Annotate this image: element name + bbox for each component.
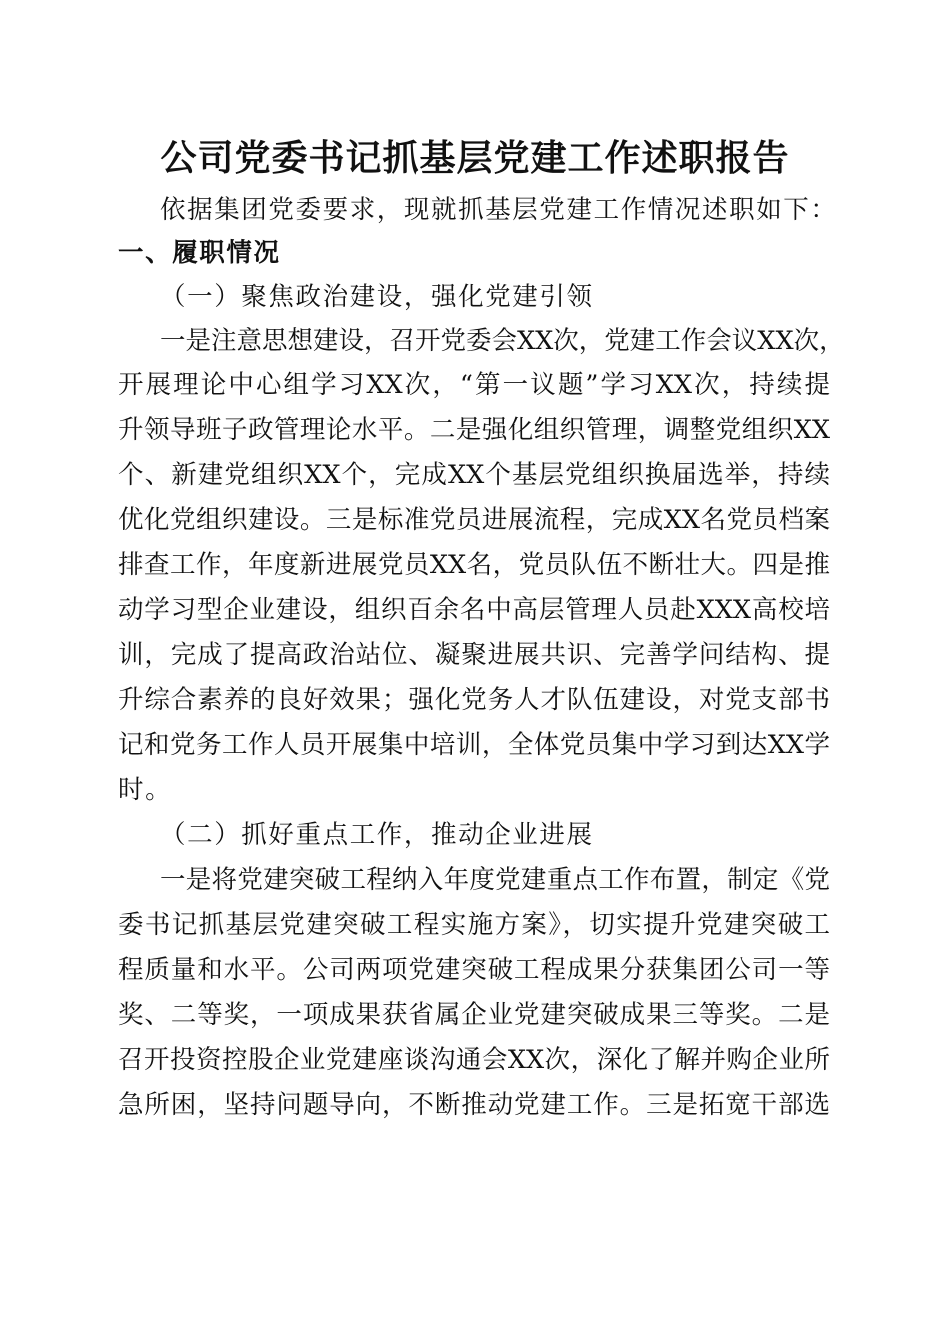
section-heading-1: 一、履职情况 (118, 238, 281, 268)
paragraph-line: 动学习型企业建设，组织百余名中高层管理人员赴XXX高校培 (118, 595, 830, 625)
page-title: 公司党委书记抓基层党建工作述职报告 (160, 137, 790, 179)
paragraph-line: 一是注意思想建设，召开党委会XX次，党建工作会议XX次， (160, 326, 845, 356)
paragraph-line: 个、新建党组织XX个，完成XX个基层党组织换届选举，持续 (118, 460, 830, 490)
paragraph-line: 升综合素养的良好效果；强化党务人才队伍建设，对党支部书 (118, 685, 830, 715)
paragraph-line: 委书记抓基层党建突破工程实施方案》，切实提升党建突破工 (118, 910, 830, 940)
paragraph-line: 程质量和水平。公司两项党建突破工程成果分获集团公司一等 (118, 955, 830, 985)
paragraph-line: 召开投资控股企业党建座谈沟通会XX次，深化了解并购企业所 (118, 1045, 830, 1075)
paragraph-line: 开展理论中心组学习XX次，“第一议题”学习XX次，持续提 (118, 370, 830, 400)
paragraph-line: 优化党组织建设。三是标准党员进展流程，完成XX名党员档案 (118, 505, 830, 535)
subsection-heading-1: （一）聚焦政治建设，强化党建引领 (160, 282, 594, 312)
paragraph-line: 一是将党建突破工程纳入年度党建重点工作布置，制定《党 (160, 865, 830, 895)
paragraph-line: 升领导班子政管理论水平。二是强化组织管理，调整党组织XX (118, 415, 830, 445)
paragraph-line: 记和党务工作人员开展集中培训，全体党员集中学习到达XX学 (118, 730, 830, 760)
subsection-heading-2: （二）抓好重点工作，推动企业进展 (160, 820, 594, 850)
paragraph-line: 排查工作，年度新进展党员XX名，党员队伍不断壮大。四是推 (118, 550, 830, 580)
paragraph-line: 奖、二等奖，一项成果获省属企业党建突破成果三等奖。二是 (118, 1000, 830, 1030)
paragraph-line: 急所困，坚持问题导向，不断推动党建工作。三是拓宽干部选 (118, 1090, 830, 1120)
intro-paragraph: 依据集团党委要求，现就抓基层党建工作情况述职如下： (160, 195, 838, 225)
paragraph-line: 时。 (118, 775, 173, 805)
paragraph-line: 训，完成了提高政治站位、凝聚进展共识、完善学问结构、提 (118, 640, 830, 670)
